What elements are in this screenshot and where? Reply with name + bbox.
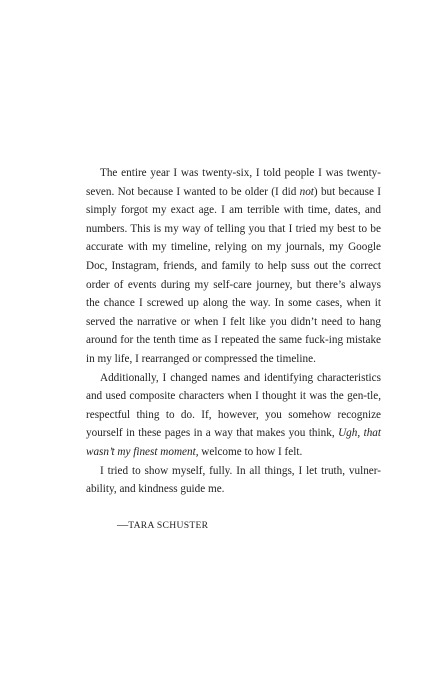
- paragraph-timeline: [86, 164, 381, 369]
- authors-note-text: [86, 164, 381, 499]
- signature-dash: —: [117, 519, 129, 531]
- emphasis-text: not: [299, 185, 314, 198]
- text-segment: The entire year I was twenty-six, I told people I was twenty-seven. Not because I wanted to be older (I did: [86, 167, 381, 198]
- text-segment: ) but because I simply forgot my exact age. I am terrible with time, dates, and numbers. This is my way of telling you that I tried my best to be accurate with my timeline, relying on my journals, my Google Doc, Instagram, friends, and family to help suss out the correct order of events during my self-care journey, but there’s always the chance I screwed up along the way. In some cases, when it served the narrative or when I felt like you didn’t need to hang around for the tenth time as I repeated the same fuck-ing mistake in my life, I rearranged or compressed the timeline.: [86, 185, 381, 365]
- text-segment: welcome to how I felt.: [198, 445, 303, 458]
- paragraph-names: [86, 369, 381, 462]
- author-signature: [117, 516, 208, 535]
- emphasis-text: Ugh, that wasn’t my finest moment,: [86, 427, 382, 458]
- text-segment: I tried to show myself, fully. In all things, I let truth, vulner-ability, and kindness guide me.: [86, 464, 381, 496]
- text-segment: Additionally, I changed names and identifying characteristics and used composite characters when I thought it was the gen-tle, respectful thing to do. If, however, you somehow recognize yourself in these pages in a way that makes you think,: [86, 371, 381, 440]
- paragraph-closing: [86, 462, 381, 499]
- author-name: TARA SCHUSTER: [128, 520, 209, 531]
